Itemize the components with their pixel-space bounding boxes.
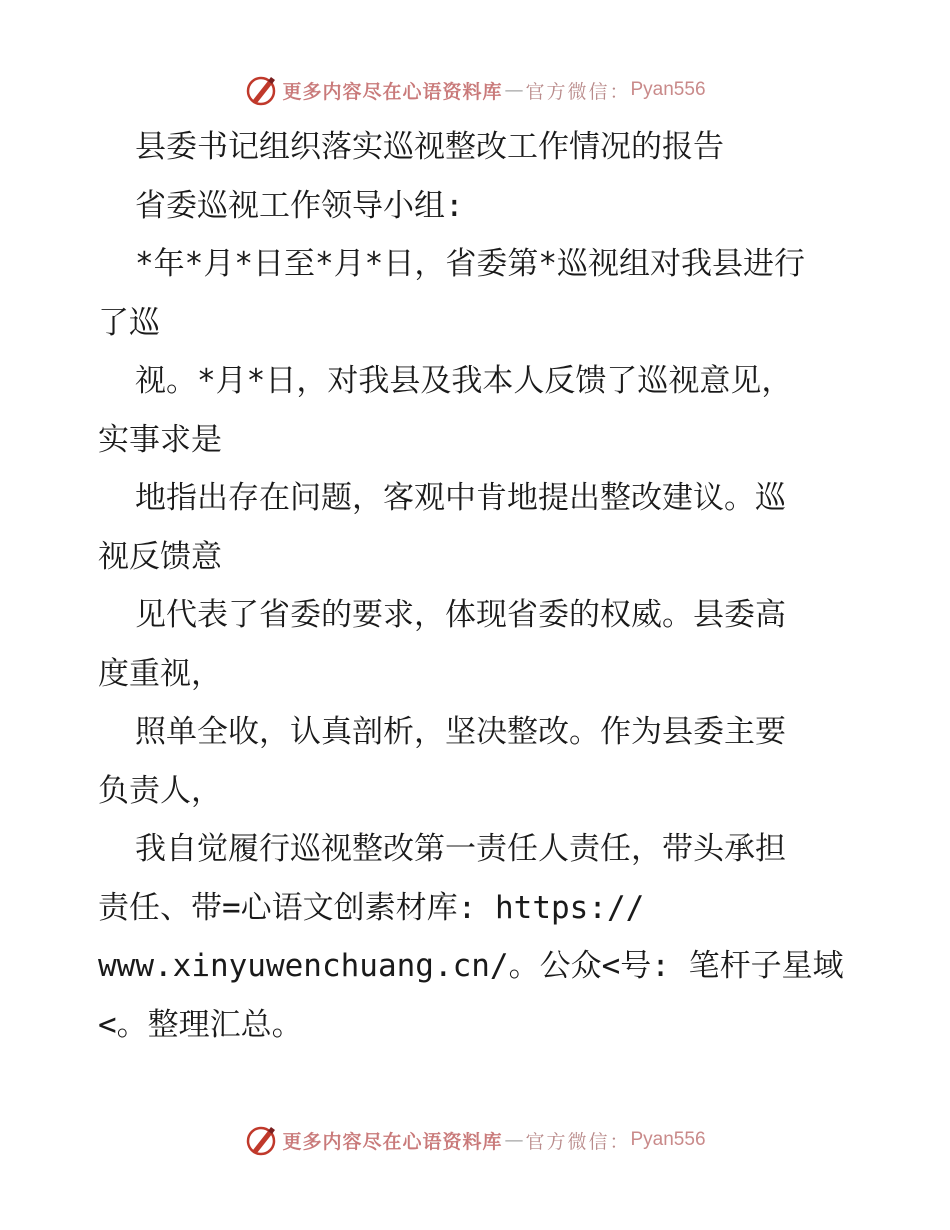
document-body [98,118,858,1054]
banner-wechat-id: Pyan556 [630,79,706,100]
text-line: 了巡 [98,304,160,341]
banner-wechat-id: Pyan556 [630,1129,706,1150]
banner-wechat-label: 官方微信： [525,1130,631,1153]
text-line: 度重视， [98,655,222,692]
footer-banner [0,1120,950,1160]
banner-dash: — [504,1129,524,1151]
text-line: 我自觉履行巡视整改第一责任人责任，带头承担 [135,831,786,867]
text-line: 实事求是 [98,421,222,458]
text-line: 照单全收，认真剖析，坚决整改。作为县委主要 [135,714,786,750]
banner-dash: — [504,79,524,101]
text-line: <。整理汇总。 [98,1006,303,1043]
salutation: 省委巡视工作领导小组: [135,187,464,224]
document-title: 县委书记组织落实巡视整改工作情况的报告 [135,129,724,165]
banner-wechat-label: 官方微信： [525,80,631,103]
text-line: 视。*月*日，对我县及我本人反馈了巡视意见， [135,363,793,399]
text-line: 见代表了省委的要求，体现省委的权威。县委高 [135,597,786,633]
pen-seal-icon [244,73,278,107]
text-line: 地指出存在问题，客观中肯地提出整改建议。巡 [135,480,786,516]
text-line: *年*月*日至*月*日，省委第*巡视组对我县进行 [135,246,805,282]
text-line: 责任、带=心语文创素材库: https:// [98,889,645,926]
banner-text: 更多内容尽在心语资料库 [282,80,503,103]
text-line: www.xinyuwenchuang.cn/。公众<号: 笔杆子星域 [98,948,844,984]
banner-text: 更多内容尽在心语资料库 [282,1130,503,1153]
pen-seal-icon [244,1123,278,1157]
text-line: 视反馈意 [98,538,222,575]
header-banner [0,70,950,110]
text-line: 负责人， [98,772,222,809]
